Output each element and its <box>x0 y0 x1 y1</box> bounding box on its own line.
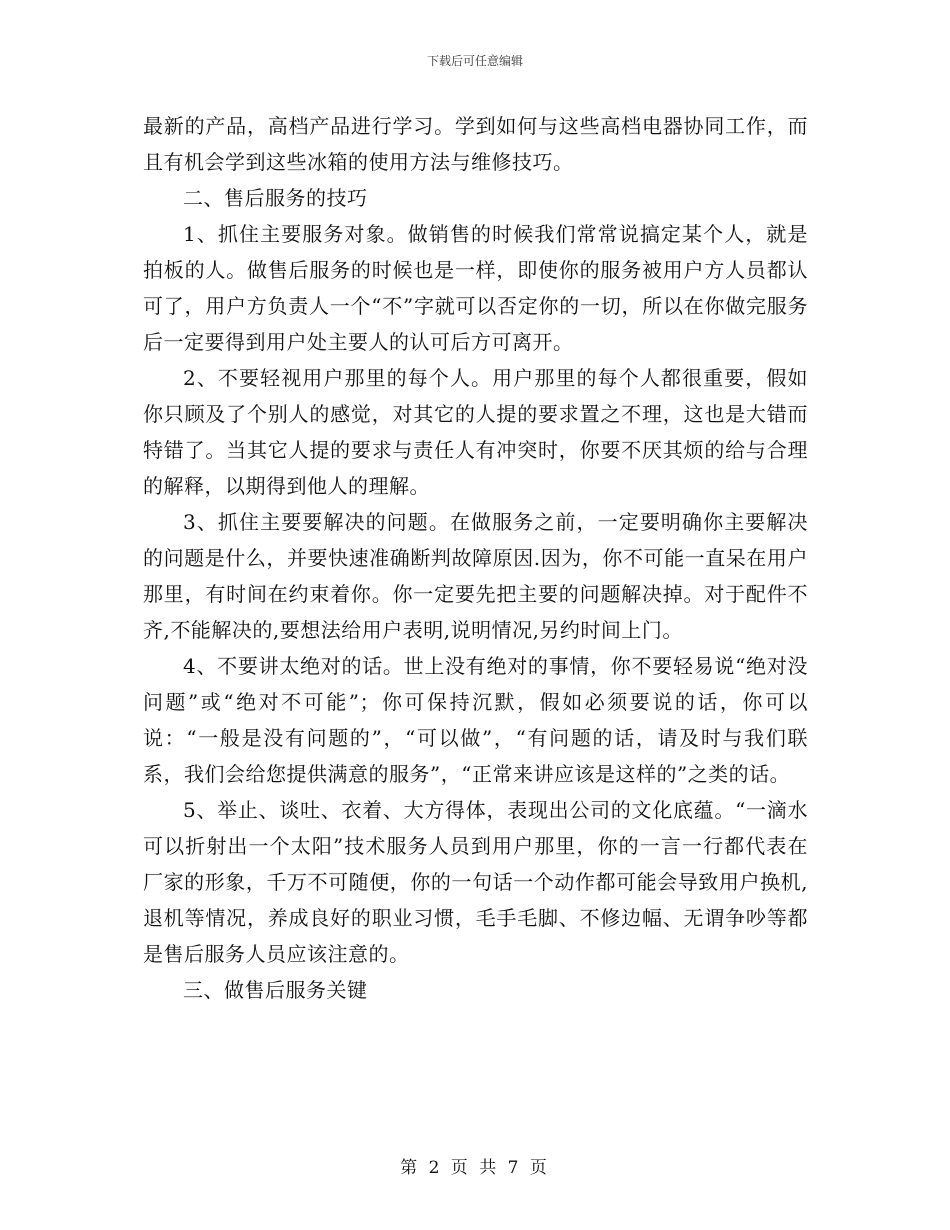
paragraph: 4、不要讲太绝对的话。世上没有绝对的事情，你不要轻易说“绝对没问题”或“绝对不可能”；你可保持沉默，假如必须要说的话，你可以说：“一般是没有问题的”，“可以做”，“有问题的话，请及时与我们联系，我们会给您提供满意的服务”，“正常来讲应该是这样的”之类的话。 <box>143 654 808 786</box>
paragraph: 最新的产品，高档产品进行学习。学到如何与这些高档电器协同工作，而且有机会学到这些冰箱的使用方法与维修技巧。 <box>143 114 808 174</box>
paragraph: 2、不要轻视用户那里的每个人。用户那里的每个人都很重要，假如你只顾及了个别人的感觉，对其它的人提的要求置之不理，这也是大错而特错了。当其它人提的要求与责任人有冲突时，你要不厌其烦的给与合理的解释，以期得到他人的理解。 <box>143 366 808 498</box>
paragraph: 3、抓住主要要解决的问题。在做服务之前，一定要明确你主要解决的问题是什么，并要快速准确断判故障原因.因为，你不可能一直呆在用户那里，有时间在约束着你。你一定要先把主要的问题解决掉。对于配件不齐,不能解决的,要想法给用户表明,说明情况,另约时间上门。 <box>143 510 808 642</box>
page-footer: 第 2 页 共 7 页 <box>400 1158 550 1178</box>
page-header: 下载后可任意编辑 <box>426 54 523 68</box>
paragraph: 二、售后服务的技巧 <box>183 186 368 210</box>
paragraph: 5、举止、谈吐、衣着、大方得体，表现出公司的文化底蕴。“一滴水可以折射出一个太阳”技术服务人员到用户那里，你的一言一行都代表在厂家的形象，千万不可随便，你的一句话一个动作都可能会导致用户换机,退机等情况，养成良好的职业习惯，毛手毛脚、不修边幅、无谓争吵等都是售后服务人员应该注意的。 <box>143 798 808 966</box>
document-body <box>143 108 808 1008</box>
paragraph: 1、抓住主要服务对象。做销售的时候我们常常说搞定某个人，就是拍板的人。做售后服务的时候也是一样，即使你的服务被用户方人员都认可了，用户方负责人一个“不”字就可以否定你的一切，所以在你做完服务后一定要得到用户处主要人的认可后方可离开。 <box>143 222 808 354</box>
paragraph: 三、做售后服务关键 <box>183 978 368 1002</box>
